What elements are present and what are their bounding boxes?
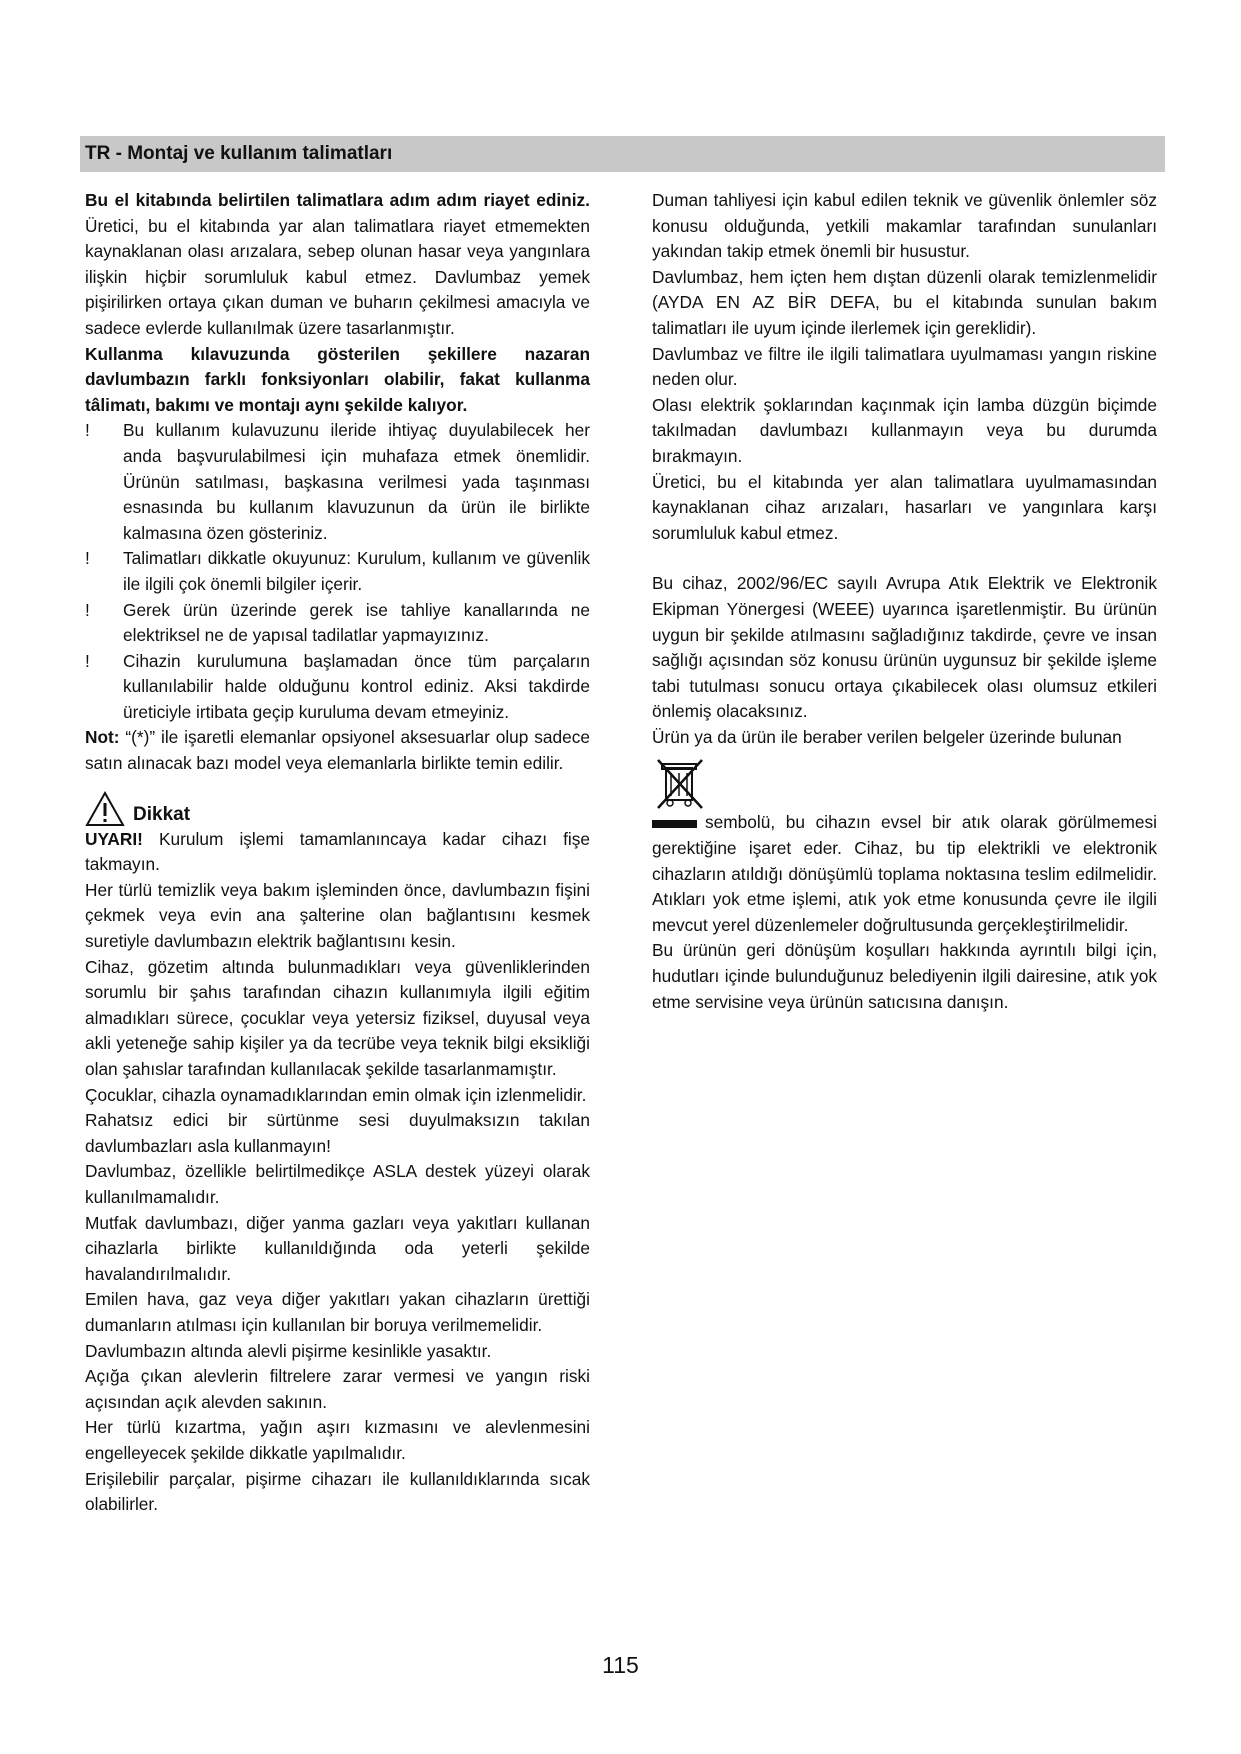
weee-bin-icon [652,758,712,810]
exclamation-mark: ! [85,599,90,620]
list-item [85,546,590,597]
paragraph: Mutfak davlumbazı, diğer yanma gazları veya yakıtları kullanan cihazlarla birlikte kullanıldığında oda yeterli şekilde havalandırılmalıdır. [85,1212,590,1284]
recycle-paragraph: Bu ürünün geri dönüşüm koşulları hakkında ayrıntılı bilgi için, hudutları içinde bulunduğunuz belediyenin ilgili dairesine, atık yok etme servisine veya ürünün satıcısına danışın. [652,940,1157,1012]
spacer [652,546,1157,571]
list-item [85,649,590,726]
note-label: Not: [85,727,120,748]
warning-triangle-icon [85,791,125,827]
warning-paragraph [85,827,590,878]
paragraph: Cihaz, gözetim altında bulunmadıkları veya güvenliklerinden sorumlu bir şahıs tarafından cihazın kullanımıyla ilgili eğitim almadıkları sürece, çocuklar veya yetersiz fiziksel, duyusal veya akli yeteneğe sahip kişiler ya da tecrübe veya teknik bilgi eksikliği olan şahıslar tarafından kullanılacak şekilde tasarlanmamıştır. [85,956,590,1079]
symbol-intro: Ürün ya da ürün ile beraber verilen belgeler üzerinde bulunan [652,726,1122,747]
figures-note [85,342,590,419]
paragraph: Emilen hava, gaz veya diğer yakıtları yakan cihazların ürettiği dumanların atılması için kullanılan bir boruya verilmemelidir. [85,1289,590,1335]
paragraph: Rahatsız edici bir sürtünme sesi duyulmaksızın takılan davlumbazları asla kullanmayın! [85,1110,590,1156]
paragraph: Olası elektrik şoklarından kaçınmak için lamba düzgün biçimde takılmadan davlumbazı kullanmayın veya bu durumda bırakmayın. [652,394,1157,466]
paragraph: Davlumbazın altında alevli pişirme kesinlikle yasaktır. [85,1340,492,1361]
paragraph: Üretici, bu el kitabında yer alan talimatlara uyulmamasından kaynaklanan cihaz arızaları, hasarları ve yangınlara karşı sorumluluk kabul etmez. [652,471,1157,543]
intro-paragraph [85,188,590,342]
exclamation-mark: ! [85,650,90,671]
exclamation-mark: ! [85,548,90,569]
note-paragraph [85,725,590,776]
section-title: TR - Montaj ve kullanım talimatları [85,143,393,164]
caution-title: Dikkat [133,803,191,825]
caution-heading [85,787,590,827]
list-item-text: Cihazin kurulumuna başlamadan önce tüm parçaların kullanılabilir halde olduğunu kontrol ediniz. Aksi takdirde üreticiyle irtibata geçip kuruluma devam etmeyiniz. [123,650,590,722]
paragraph: Duman tahliyesi için kabul edilen teknik ve güvenlik önlemler söz konusu olduğunda, yetkili makamlar tarafından sunulanları yakından takip etmek önemli bir husustur. [652,190,1157,262]
list-item-text: Talimatları dikkatle okuyunuz: Kurulum, kullanım ve güvenlik ile ilgili çok önemli bilgiler içerir. [123,548,590,594]
symbol-text: sembolü, bu cihazın evsel bir atık olarak görülmemesi gerektiğine işaret eder. Cihaz, bu tip elektrikli ve elektronik cihazların atıldığı dönüşümlü toplama noktasına teslim edilmelidir. Atıkları yok etme işlemi, atık yok etme konusunda çevre ile ilgili mevcut yerel düzenlemeler doğrultusunda gerçekleştirilmelidir. [652,812,1157,935]
weee-bar-icon [652,820,697,828]
list-item [85,598,590,649]
paragraph: Her türlü kızartma, yağın aşırı kızmasını ve alevlenmesini engelleyecek şekilde dikkatle yapılmalıdır. [85,1417,590,1463]
weee-paragraph: Bu cihaz, 2002/96/EC sayılı Avrupa Atık Elektrik ve Elektronik Ekipman Yönergesi (WEEE) uyarınca işaretlenmiştir. Bu ürünün uygun bir şekilde atılmasını sağladığınız takdirde, çevre ve insan sağlığı açısından söz konusu ürünün uygunsuz bir şekilde işleme tabi tutulması sonucu ortaya çıkabilecek olası olumsuz etkileri önlemiş olacaksınız. [652,573,1157,722]
note-text: “(*)” ile işaretli elemanlar opsiyonel aksesuarlar olup sadece satın alınacak bazı model veya elemanlarla birlikte temin edilir. [85,727,590,774]
exclamation-mark: ! [85,420,90,441]
intro-bold: Bu el kitabında belirtilen talimatlara adım adım riayet ediniz. [85,190,590,210]
paragraph: Açığa çıkan alevlerin filtrelere zarar vermesi ve yangın riski açısından açık alevden sakının. [85,1366,590,1412]
warning-label: UYARI! [85,828,143,849]
list-item [85,418,590,546]
paragraph: Çocuklar, cihazla oynamadıklarından emin olmak için izlenmelidir. [85,1084,587,1105]
warning-text: Kurulum işlemi tamamlanıncaya kadar cihazı fişe takmayın. [85,828,590,875]
list-item-text: Gerek ürün üzerinde gerek ise tahliye kanallarında ne elektriksel ne de yapısal tadilatlar yapmayızınız. [123,599,590,646]
paragraph: Davlumbaz ve filtre ile ilgili talimatlara uyulmaması yangın riskine neden olur. [652,343,1157,390]
paragraph: Davlumbaz, özellikle belirtilmedikçe ASLA destek yüzeyi olarak kullanılmamalıdır. [85,1161,590,1207]
paragraph: Her türlü temizlik veya bakım işleminden önce, davlumbazın fişini çekmek veya evin ana şalterine olan bağlantısını kesmek suretiyle davlumbazın elektrik bağlantısını kesin. [85,879,590,952]
page-number: 115 [602,1652,639,1678]
intro-text: Üretici, bu el kitabında yar alan talimatlara riayet etmemekten kaynaklanan olası arızalara, sebep olunan hasar veya yangınlara ilişkin hiçbir sorumluluk kabul etmez. Davlumbaz yemek pişirilirken ortaya çıkan duman ve buharın çekilmesi amacıyla ve sadece evlerde kullanılmak üzere tasarlanmıştır. [85,215,590,338]
right-column [652,188,1157,1015]
symbol-paragraph [652,810,1157,938]
section-header [80,136,1165,172]
list-item-text: Bu kullanım kulavuzunu ileride ihtiyaç duyulabilecek her anda başvurulabilmesi için muhafaza etmek önemlidir. Ürünün satılması, başkasına verilmesi yada taşınması esnasında bu kullanım klavuzunun da ürün ile birlikte kalmasına özen gösteriniz. [123,420,590,543]
paragraph: Erişilebilir parçalar, pişirme cihazarı ile kullanıldıklarında sıcak olabilirler. [85,1468,590,1515]
paragraph: Davlumbaz, hem içten hem dıştan düzenli olarak temizlenmelidir (AYDA EN AZ BİR DEFA, bu el kitabında sunulan bakım talimatları ile uyum içinde ilerlemek için gereklidir). [652,266,1157,338]
left-column [85,188,590,1518]
figures-note-text: Kullanma kılavuzunda gösterilen şekillere nazaran davlumbazın farklı fonksiyonları olabilir, fakat kullanma tâlimatı, bakımı ve montajı aynı şekilde kalıyor. [85,343,590,415]
